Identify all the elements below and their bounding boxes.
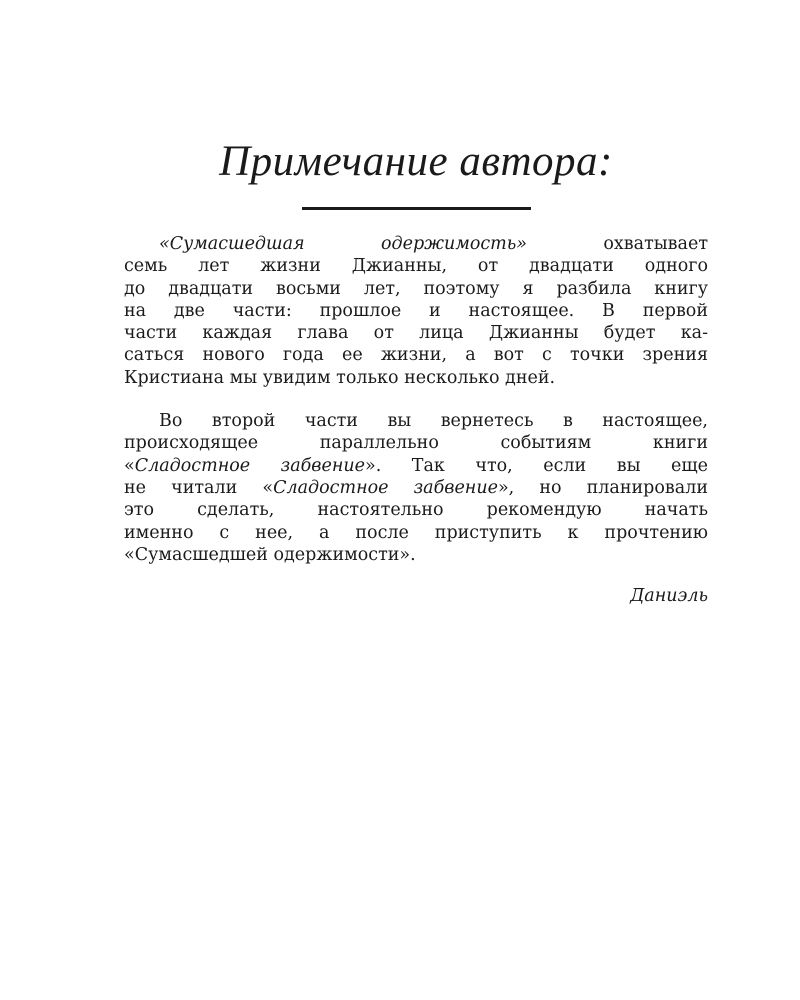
paragraph-2-line-5: это сделать, настоятельно рекомендую начать [124, 500, 708, 521]
paragraph-1-line-4: на две части: прошлое и настоящее. В первой [124, 300, 708, 321]
paragraph-2-line-2: происходящее параллельно событиям книги [124, 433, 708, 454]
paragraph-2-line-6: именно с нее, а после приступить к прочтению [124, 522, 708, 543]
book-page [124, 0, 708, 1000]
paragraph-1-line-7: Кристиана мы увидим только несколько дней. [124, 367, 556, 388]
author-signature: Даниэль [630, 586, 708, 606]
paragraph-1 [124, 233, 708, 389]
book-title-italic: «Сумасшедшая одержимость» [159, 234, 528, 254]
book-title-italic: Сладостное забвение [134, 455, 366, 476]
paragraph-2-line-3: «Сладостное забвение». Так что, если вы еще [124, 455, 708, 476]
title-divider [302, 207, 531, 210]
paragraph-2-line-1: Во второй части вы вернетесь в настоящее, [159, 411, 708, 432]
paragraph-2-line-4: не читали «Сладостное забвение», но планировали [124, 477, 708, 498]
paragraph-gap [124, 389, 708, 410]
paragraph-1-line-1: «Сумасшедшая одержимость» охватывает [159, 234, 708, 254]
paragraph-1-line-2: семь лет жизни Джианны, от двадцати одного [124, 256, 708, 277]
paragraph-1-line-6: саться нового года ее жизни, а вот с точки зрения [124, 345, 708, 366]
book-title-italic: Сладостное забвение [273, 477, 498, 498]
paragraph-1-line-5: части каждая глава от лица Джианны будет ка- [124, 323, 708, 344]
page-title: Примечание автора: [219, 138, 613, 185]
paragraph-2 [124, 410, 708, 566]
author-note-body [124, 233, 708, 566]
paragraph-1-line-3: до двадцати восьми лет, поэтому я разбила книгу [124, 278, 708, 299]
paragraph-2-line-7: «Сумасшедшей одержимости». [124, 544, 416, 565]
